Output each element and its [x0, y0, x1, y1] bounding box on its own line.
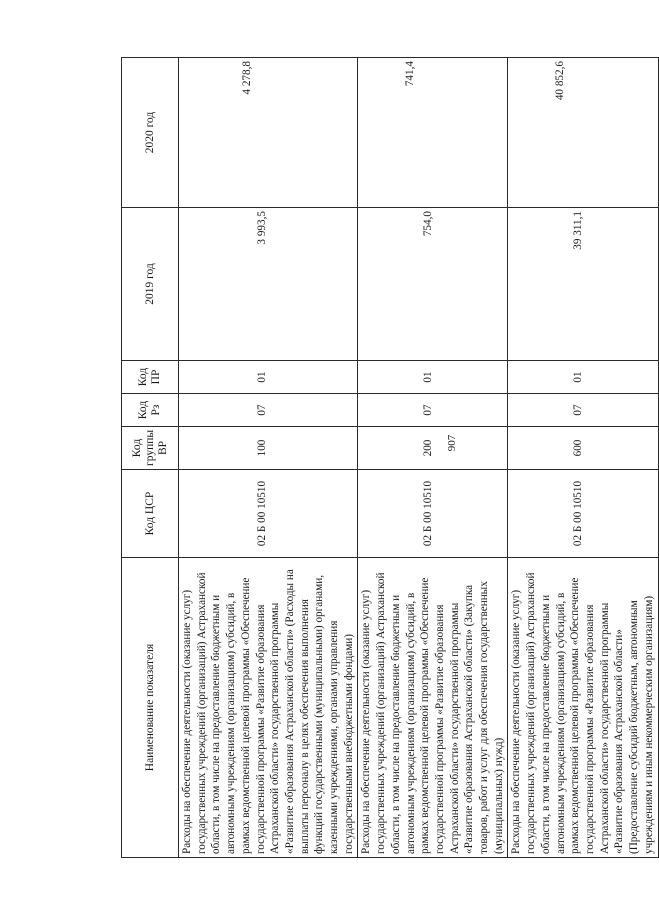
row-pr-value: 01 — [572, 371, 585, 383]
budget-table — [121, 57, 659, 858]
row-pr-value: 01 — [422, 371, 435, 383]
row-2020 — [358, 58, 508, 208]
header-name: Наименование показателя — [122, 558, 179, 858]
row-name: Расходы на обеспечение деятельности (оказание услуг) государственных учреждений (организаций) Астраханской области, в том числе на предоставление бюджетным и автономным учреждениям (организациям) субсидий, в рамках ведомственной целевой программы «Обеспечение государственной программы «Развитие образования Астраханской области» государственной программы «Развитие образования Астраханской области» (Расходы на выплаты персоналу в целях обеспечения выполнения функций государственными (муниципальными) органами, казенными учреждениями, органами управления государственными внебюджетными фондами) — [179, 558, 358, 858]
row-2020-value: 4 278,8 — [241, 61, 253, 95]
table-header-row — [122, 58, 179, 858]
row-vr — [508, 427, 658, 470]
row-vr — [358, 427, 508, 470]
page-number: 907 — [446, 434, 458, 452]
row-pr — [358, 361, 508, 394]
row-pr-value: 01 — [256, 371, 268, 383]
table-row — [179, 58, 358, 858]
table-row — [358, 58, 508, 858]
rotated-page — [121, 58, 655, 858]
header-2020: 2020 год — [122, 58, 179, 208]
header-csr: Код ЦСР — [122, 470, 179, 558]
row-2019 — [508, 208, 658, 361]
row-vr-value: 600 — [572, 439, 585, 457]
row-2020-value: 40 852,6 — [554, 61, 567, 101]
row-vr-value: 100 — [256, 439, 268, 457]
row-rz — [179, 394, 358, 427]
row-csr-value: 02 Б 00 10510 — [256, 480, 268, 547]
row-csr-value: 02 Б 00 10510 — [422, 480, 435, 547]
header-2019: 2019 год — [122, 208, 179, 361]
row-name: Расходы на обеспечение деятельности (оказание услуг) государственных учреждений (организаций) Астраханской области, в том числе на предоставление бюджетным и автономным учреждениям (организациям) субсидий, в рамках ведомственной целевой программы «Обеспечение государственной программы «Развитие образования Астраханской области» государственной программы «Развитие образования Астраханской области» (Закупка товаров, работ и услуг для обеспечения государственных (муниципальных) нужд) — [358, 558, 508, 858]
row-vr-value: 200 — [422, 439, 435, 457]
row-2019 — [179, 208, 358, 361]
table-row — [508, 58, 658, 858]
header-rz: Код Рз — [122, 394, 179, 427]
header-vr: Код группы ВР — [122, 427, 179, 470]
row-rz — [508, 394, 658, 427]
row-rz-value: 07 — [256, 404, 268, 416]
row-2019-value: 754,0 — [422, 211, 435, 237]
row-rz-value: 07 — [422, 404, 435, 416]
row-rz — [358, 394, 508, 427]
row-csr — [179, 470, 358, 558]
row-rz-value: 07 — [572, 404, 585, 416]
row-name: Расходы на обеспечение деятельности (оказание услуг) государственных учреждений (организаций) Астраханской области, в том числе на предоставление бюджетным и автономным учреждениям (организациям) субсидий, в рамках ведомственной целевой программы «Обеспечение государственной программы «Развитие образования Астраханской области» государственной программы «Развитие образования Астраханской области» (Предоставление субсидий бюджетным, автономным учреждениям и иным некоммерческим организациям) — [508, 558, 658, 858]
row-2020 — [508, 58, 658, 208]
row-2020-value: 741,4 — [404, 61, 417, 87]
row-2019-value: 3 993,5 — [256, 211, 268, 245]
header-pr: Код ПР — [122, 361, 179, 394]
row-csr — [508, 470, 658, 558]
row-pr — [508, 361, 658, 394]
row-vr — [179, 427, 358, 470]
row-2020 — [179, 58, 358, 208]
row-2019-value: 39 311,1 — [572, 211, 585, 250]
row-csr — [358, 470, 508, 558]
row-csr-value: 02 Б 00 10510 — [572, 480, 585, 547]
row-pr — [179, 361, 358, 394]
row-2019 — [358, 208, 508, 361]
